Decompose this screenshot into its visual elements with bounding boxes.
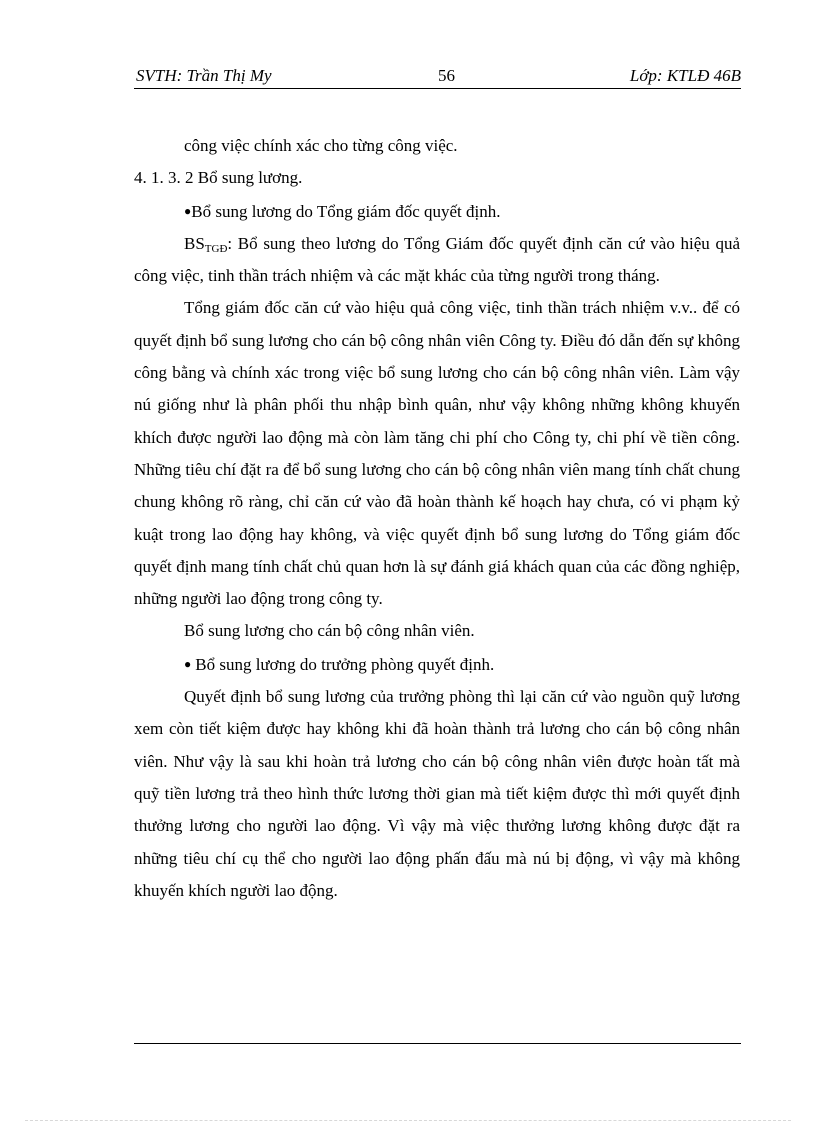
page-header — [134, 66, 741, 89]
bs-definition-text: : Bổ sung theo lương do Tổng Giám đốc quyết định căn cứ vào hiệu quả công việc, tinh thần trách nhiệm và các mặt khác của từng người trong tháng. — [134, 233, 740, 286]
header-page-number: 56 — [438, 66, 455, 85]
section-heading: 4. 1. 3. 2 Bổ sung lương. — [134, 168, 303, 188]
header-author: SVTH: Trần Thị My — [136, 66, 272, 85]
body-line-continuation: công việc chính xác cho từng công việc. — [184, 136, 458, 155]
bs-subscript: TGĐ — [204, 242, 228, 255]
page-edge-divider — [25, 1120, 791, 1121]
document-body — [134, 130, 740, 907]
body-line-staff: Bổ sung lương cho cán bộ công nhân viên. — [184, 621, 475, 641]
paragraph-department-head-analysis: Quyết định bổ sung lương của trưởng phòng thì lại căn cứ vào nguồn quỹ lương xem còn tiết kiệm được hay không khi đã hoàn thành trả lương cho cán bộ công nhân viên. Như vậy là sau khi hoàn trả lương cho cán bộ công nhân viên được hoàn tất mà quỹ tiền lương trả theo hình thức lương thời gian mà tiết kiệm được thì mới quyết định thưởng lương cho người lao động. Vì vậy mà việc thưởng lương không được đặt ra những tiêu chí cụ thể cho người lao động phấn đấu mà nú bị động, vì vậy mà không khuyến khích người lao động. — [134, 687, 740, 900]
bs-definition-paragraph — [134, 228, 740, 293]
footer-rule — [134, 1043, 741, 1044]
bullet-text-director: Bổ sung lương do Tổng giám đốc quyết định. — [191, 201, 501, 221]
bullet-item-director — [134, 195, 740, 228]
bs-symbol: BS — [184, 233, 205, 253]
header-class: Lớp: KTLĐ 46B — [629, 66, 741, 85]
bullet-text-department-head: Bổ sung lương do trưởng phòng quyết định. — [195, 654, 495, 674]
bullet-icon: ● — [184, 656, 192, 671]
bullet-icon: ● — [184, 203, 192, 218]
bullet-item-department-head — [134, 648, 740, 681]
paragraph-director-analysis: Tổng giám đốc căn cứ vào hiệu quả công việc, tinh thần trách nhiệm v.v.. để có quyết định bổ sung lương cho cán bộ công nhân viên Công ty. Điều đó dẫn đến sự không công bằng và chính xác trong việc bổ sung lương cho cán bộ công nhân viên. Làm vậy nú giống như là phân phối thu nhập bình quân, như vậy không những không khuyến khích được người lao động mà còn làm tăng chi phí cho Công ty, chi phí về tiền công. Những tiêu chí đặt ra để bổ sung lương cho cán bộ công nhân viên mang tính chất chung chung không rõ ràng, chỉ căn cứ vào đã hoàn thành kế hoạch hay chưa, có vi phạm kỷ kuật trong lao động hay không, và việc quyết định bổ sung lương do Tổng giám đốc quyết định mang tính chất chủ quan hơn là sự đánh giá khách quan của các đồng nghiệp, những người lao động trong công ty. — [134, 298, 740, 609]
